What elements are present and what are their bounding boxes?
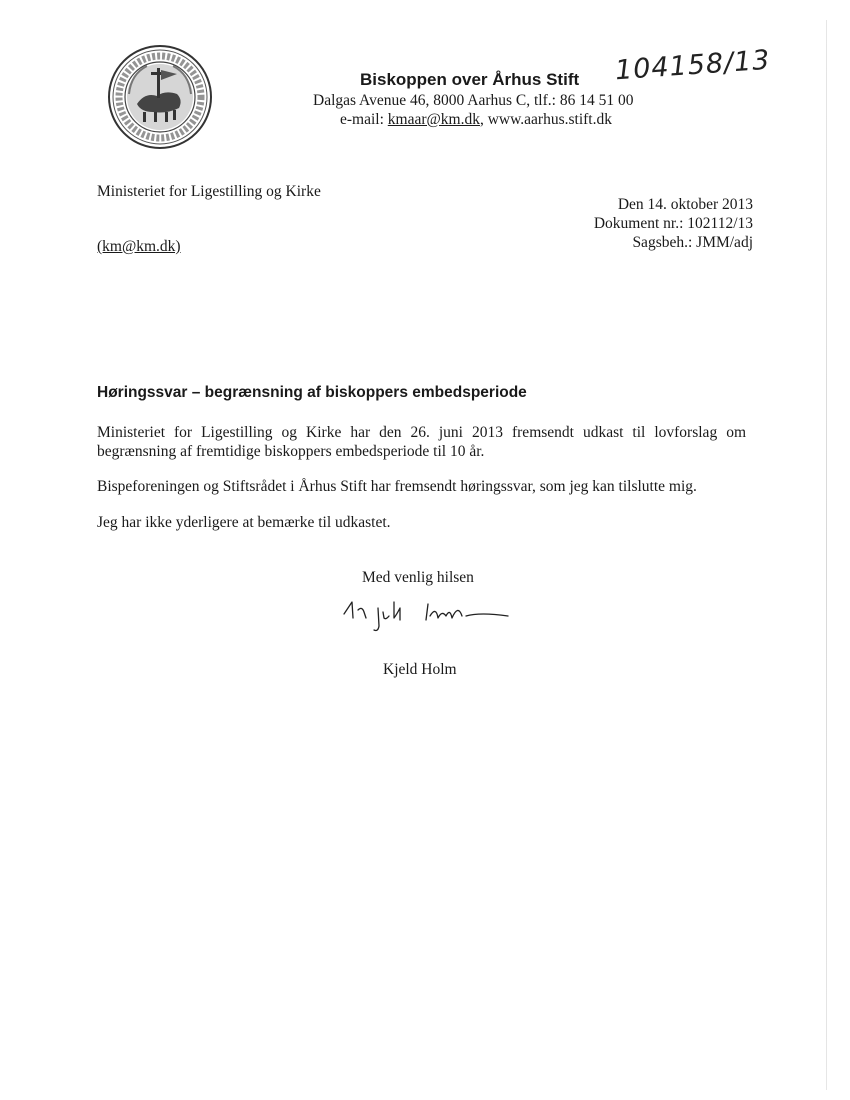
- sender-email-link[interactable]: kmaar@km.dk: [387, 111, 480, 128]
- email-label: e-mail:: [340, 111, 388, 128]
- letter-meta: [594, 195, 753, 252]
- handwritten-journal-number: 104158/13: [614, 44, 772, 87]
- body-paragraph: Jeg har ikke yderligere at bemærke til udkastet.: [97, 514, 391, 531]
- handwritten-signature: [340, 594, 520, 638]
- sender-address: Dalgas Avenue 46, 8000 Aarhus C, tlf.: 86 14 51 00: [313, 92, 634, 109]
- closing-salutation: Med venlig hilsen: [362, 569, 474, 586]
- letter-subject: Høringssvar – begrænsning af biskoppers embedsperiode: [97, 384, 527, 401]
- contact-separator: ,: [479, 111, 488, 128]
- letter-date: Den 14. oktober 2013: [617, 196, 753, 213]
- document-number: Dokument nr.: 102112/13: [593, 215, 753, 232]
- recipient-email-link[interactable]: (km@km.dk): [97, 238, 181, 255]
- sender-name: Biskoppen over Århus Stift: [360, 70, 580, 89]
- scan-edge: [826, 20, 827, 1090]
- sender-website-link[interactable]: www.aarhus.stift.dk: [487, 111, 612, 128]
- body-paragraph: Bispeforeningen og Stiftsrådet i Århus Stift har fremsendt høringssvar, som jeg kan tilslutte mig.: [97, 478, 697, 495]
- sender-contact: [340, 111, 612, 129]
- episcopal-seal-icon: [107, 44, 213, 150]
- signer-name: Kjeld Holm: [383, 661, 457, 678]
- case-handler: Sagsbeh.: JMM/adj: [632, 234, 753, 251]
- recipient-name: Ministeriet for Ligestilling og Kirke: [97, 183, 321, 200]
- body-paragraph: Ministeriet for Ligestilling og Kirke har den 26. juni 2013 fremsendt udkast til lovforslag om begrænsning af fremtidige biskoppers embedsperiode til 10 år.: [97, 424, 746, 460]
